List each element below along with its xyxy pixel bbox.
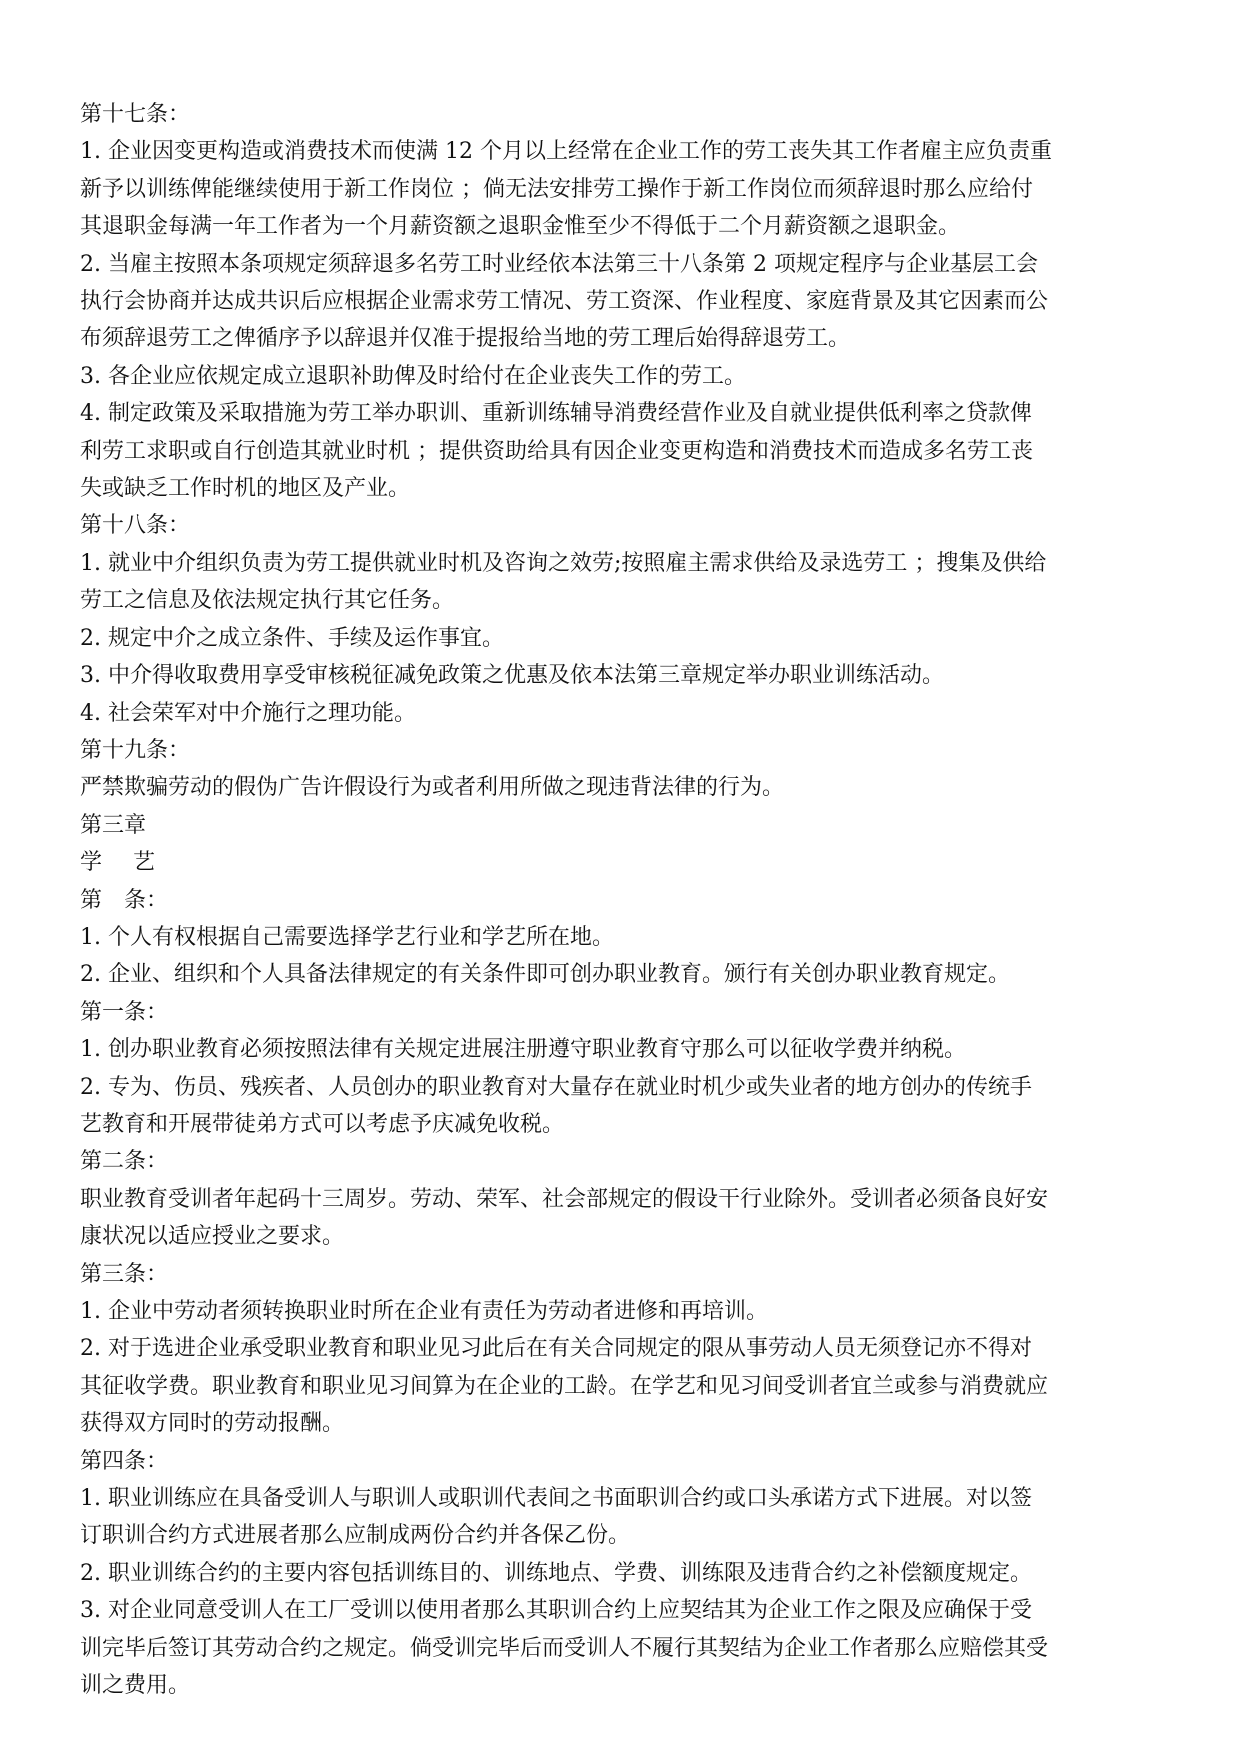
text-line: 3. 中介得收取费用享受审核税征减免政策之优惠及依本法第三章规定举办职业训练活动。 xyxy=(80,663,944,689)
text-line: 训之费用。 xyxy=(80,1673,191,1699)
paragraph xyxy=(80,358,1170,395)
text-line: 严禁欺骗劳动的假伪广告许假设行为或者利用所做之现违背法律的行为。 xyxy=(80,775,785,801)
text-line: 3. 各企业应依规定成立退职补助俾及时给付在企业丧失工作的劳工。 xyxy=(80,363,746,389)
paragraph xyxy=(80,133,1170,245)
section-heading: 第一条： xyxy=(80,999,169,1025)
paragraph xyxy=(80,246,1170,358)
text-line: 其征收学费。职业教育和职业见习间算为在企业的工龄。在学艺和见习间受训者宜兰或参与消费就应 xyxy=(80,1373,1049,1399)
text-line: 新予以训练俾能继续使用于新工作岗位 ；倘无法安排劳工操作于新工作岗位而须辞退时那么应给付 xyxy=(80,176,1033,202)
section-heading: 第十七条： xyxy=(80,102,191,127)
text-line: 4. 制定政策及采取措施为劳工举办职训、重新训练辅导消费经营作业及自就业提供低利率之贷款俾 xyxy=(80,401,1032,427)
text-line: 训完毕后签订其劳动合约之规定。倘受训完毕后而受训人不履行其契结为企业工作者那么应赔偿其受 xyxy=(80,1635,1049,1661)
text-line: 3. 对企业同意受训人在工厂受训以使用者那么其职训合约上应契结其为企业工作之限及应确保于受 xyxy=(80,1598,1032,1624)
text-line: 4. 社会荣军对中介施行之理功能。 xyxy=(80,700,416,726)
text-line: 1. 企业因变更构造或消费技术而使满 12 个月以上经常在企业工作的劳工丧失其工作者雇主应负责重 xyxy=(80,139,1052,165)
paragraph xyxy=(80,1031,1170,1068)
text-line: 2. 职业训练合约的主要内容包括训练目的、训练地点、学费、训练限及违背合约之补偿额度规定。 xyxy=(80,1560,1032,1586)
paragraph xyxy=(80,1555,1170,1592)
paragraph xyxy=(80,1181,1170,1256)
paragraph xyxy=(80,1330,1170,1442)
text-line: 康状况以适应授业之要求。 xyxy=(80,1224,345,1250)
text-line: 1. 职业训练应在具备受训人与职训人或职训代表间之书面职训合约或口头承诺方式下进展。对以签 xyxy=(80,1486,1032,1512)
section-heading: 第十八条： xyxy=(80,513,191,539)
text-line: 布须辞退劳工之俾循序予以辞退并仅准于提报给当地的劳工理后始得辞退劳工。 xyxy=(80,326,851,352)
text-line: 2. 对于选进企业承受职业教育和职业见习此后在有关合同规定的限从事劳动人员无须登记亦不得对 xyxy=(80,1336,1032,1362)
paragraph xyxy=(80,695,1170,732)
text-line: 失或缺乏工作时机的地区及产业。 xyxy=(80,476,411,502)
section-heading: 学 艺 xyxy=(80,850,167,876)
text-line: 2. 专为、伤员、残疾者、人员创办的职业教育对大量存在就业时机少或失业者的地方创办的传统手 xyxy=(80,1074,1032,1100)
text-line: 1. 就业中介组织负责为劳工提供就业时机及咨询之效劳;按照雇主需求供给及录选劳工 ；搜集及供给 xyxy=(80,550,1047,576)
paragraph xyxy=(80,1293,1170,1330)
text-line: 获得双方同时的劳动报酬。 xyxy=(80,1411,345,1437)
text-line: 执行会协商并达成共识后应根据企业需求劳工情况、劳工资深、作业程度、家庭背景及其它因素而公 xyxy=(80,289,1049,315)
section-heading: 第三章 xyxy=(80,812,147,838)
section-heading: 第三条： xyxy=(80,1261,169,1287)
text-line: 利劳工求职或自行创造其就业时机 ；提供资助给具有因企业变更构造和消费技术而造成多名劳工丧 xyxy=(80,438,1033,464)
text-line: 1. 企业中劳动者须转换职业时所在企业有责任为劳动者进修和再培训。 xyxy=(80,1299,768,1324)
paragraph xyxy=(80,1480,1170,1555)
section-heading: 第十九条： xyxy=(80,737,191,763)
document-page xyxy=(80,96,1170,1704)
paragraph xyxy=(80,919,1170,956)
text-line: 劳工之信息及依法规定执行其它任务。 xyxy=(80,588,455,614)
paragraph xyxy=(80,395,1170,507)
section-heading: 第 条： xyxy=(80,887,169,913)
paragraph xyxy=(80,1069,1170,1144)
paragraph xyxy=(80,1592,1170,1704)
text-line: 艺教育和开展带徒弟方式可以考虑予庆减免收税。 xyxy=(80,1111,565,1137)
text-line: 职业教育受训者年起码十三周岁。劳动、荣军、社会部规定的假设干行业除外。受训者必须备良好安 xyxy=(80,1186,1049,1212)
text-line: 2. 企业、组织和个人具备法律规定的有关条件即可创办职业教育。颁行有关创办职业教育规定。 xyxy=(80,962,1010,988)
text-line: 2. 当雇主按照本条项规定须辞退多名劳工时业经依本法第三十八条第 2 项规定程序与企业基层工会 xyxy=(80,251,1038,277)
text-line: 1. 个人有权根据自己需要选择学艺行业和学艺所在地。 xyxy=(80,924,614,950)
paragraph xyxy=(80,769,1170,806)
paragraph xyxy=(80,545,1170,620)
text-line: 其退职金每满一年工作者为一个月薪资额之退职金惟至少不得低于二个月薪资额之退职金。 xyxy=(80,214,961,240)
text-line: 2. 规定中介之成立条件、手续及运作事宜。 xyxy=(80,625,504,651)
paragraph xyxy=(80,956,1170,993)
paragraph xyxy=(80,657,1170,694)
text-line: 订职训合约方式进展者那么应制成两份合约并各保乙份。 xyxy=(80,1523,631,1549)
section-heading: 第二条： xyxy=(80,1149,169,1175)
section-heading: 第四条： xyxy=(80,1448,169,1474)
text-line: 1. 创办职业教育必须按照法律有关规定进展注册遵守职业教育守那么可以征收学费并纳税。 xyxy=(80,1037,966,1063)
paragraph xyxy=(80,620,1170,657)
